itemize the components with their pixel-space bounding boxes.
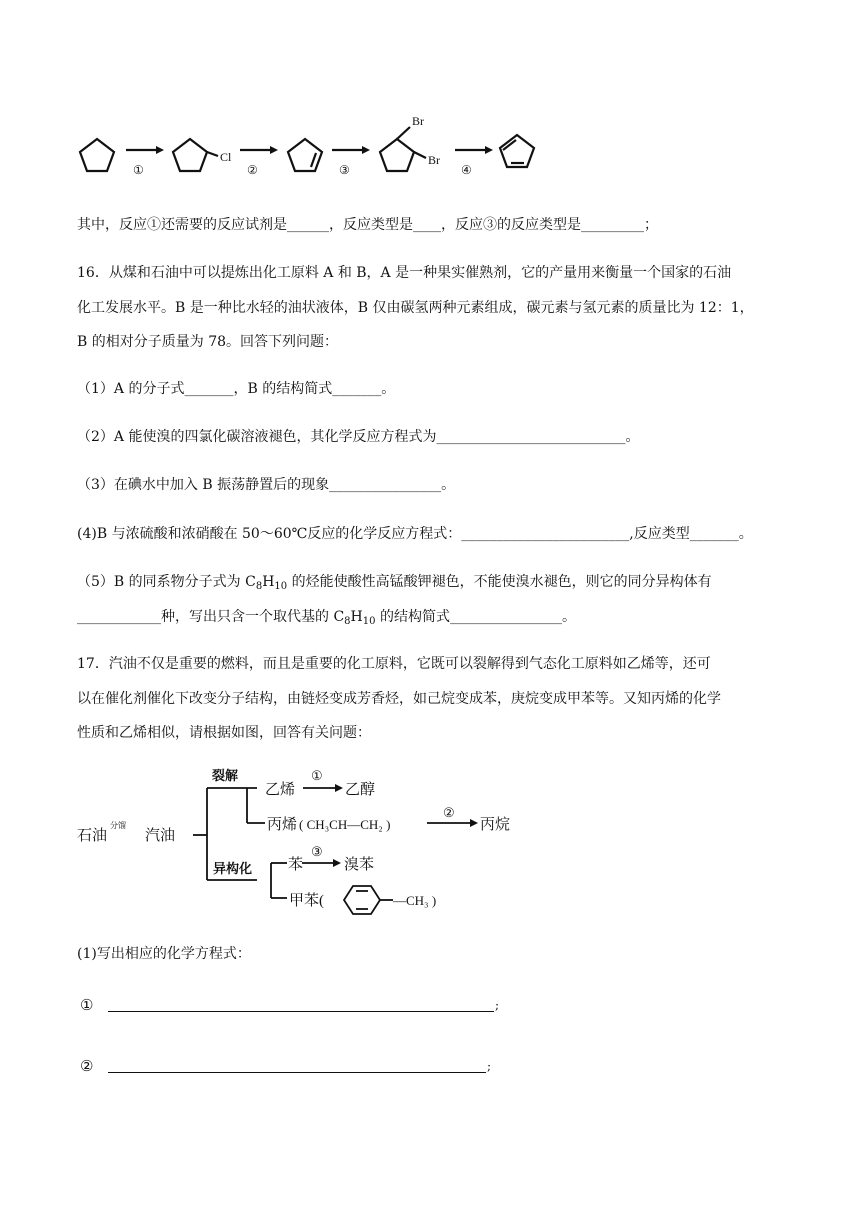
isomerization-label: 异构化 (213, 861, 253, 876)
q16-p5b-text-a: ____________种，写出只含一个取代基的 C (77, 609, 345, 625)
q15-blank-line: 其中，反应①还需要的反应试剂是______，反应类型是____，反应③的反应类型是_________； (77, 217, 658, 233)
q16-p5-sub-c: 8 (255, 581, 263, 592)
reaction-scheme (70, 108, 560, 180)
q16-part5-line2 (77, 608, 576, 626)
q16-p5b-text-h: H (350, 609, 363, 625)
propane-label: 丙烷 (480, 817, 511, 833)
answer-marker-2: ② (80, 1057, 94, 1075)
propylene-label: 丙烯 (267, 817, 298, 833)
dibromocyclopentane-structure (380, 139, 414, 171)
q16-p5b-sub-c: 8 (344, 616, 351, 627)
step-label-3: ③ (339, 163, 350, 177)
q16-p5b-sub-h: 10 (362, 616, 376, 627)
q17-subquestion-1: (1)写出相应的化学方程式： (77, 946, 251, 962)
q16-intro-line3: B 的相对分子质量为 78。回答下列问题： (77, 334, 339, 350)
arrow-label-3: ③ (311, 844, 323, 859)
q16-p5-text-a: （5）B 的同系物分子式为 C (77, 574, 256, 590)
q17-intro-line3: 性质和乙烯相似，请根据如图，回答有关问题： (77, 725, 371, 741)
bromo-label-right: Br (428, 153, 440, 167)
cracking-label: 裂解 (212, 768, 239, 783)
benzene-label: 苯 (288, 857, 304, 873)
q16-part1: （1）A 的分子式_______，B 的结构简式_______。 (77, 381, 396, 397)
answer-marker-1: ① (80, 996, 94, 1014)
bromo-label-top: Br (412, 114, 424, 128)
q16-part2: （2）A 能使溴的四氯化碳溶液褪色，其化学反应方程式为___________________________。 (77, 429, 640, 445)
q16-part4: (4)B 与浓硫酸和浓硝酸在 50～60℃反应的化学反应方程式：________________________,反应类型_______。 (77, 526, 753, 542)
propylene-formula: ( CH₃CH—CH₂ ) (299, 817, 391, 832)
q16-part3: （3）在碘水中加入 B 振荡静置后的现象________________。 (77, 477, 456, 493)
toluene-label: 甲苯( (289, 893, 324, 909)
chlorocyclopentane-structure (173, 139, 207, 171)
q16-p5b-text-c: 的结构简式________________。 (375, 609, 576, 625)
q16-intro-line1: 16．从煤和石油中可以提炼出化工原料 A 和 B，A 是一种果实催熟剂，它的产量用来衡量一个国家的石油 (77, 265, 732, 281)
q16-part5-line1 (77, 573, 712, 591)
cyclopentane-structure (80, 139, 114, 171)
chloro-label: Cl (220, 150, 232, 164)
q16-p5-sub-h: 10 (274, 581, 288, 592)
semicolon-2: ; (487, 1059, 492, 1073)
step-label-4: ④ (461, 163, 472, 177)
arrow-label-2: ② (443, 805, 455, 820)
step-label-1: ① (133, 163, 144, 177)
semicolon-1: ; (495, 998, 500, 1012)
petroleum-flow-diagram (75, 760, 525, 920)
bromobenzene-label: 溴苯 (344, 857, 375, 873)
step-label-2: ② (247, 163, 258, 177)
ethanol-label: 乙醇 (345, 782, 376, 798)
toluene-methyl-label: —CH₃ ) (393, 893, 437, 908)
q16-p5-text-h: H (262, 574, 275, 590)
answer-blank-1[interactable] (108, 1011, 494, 1012)
ethylene-label: 乙烯 (265, 782, 296, 798)
answer-blank-2[interactable] (108, 1072, 486, 1073)
gasoline-label: 汽油 (145, 828, 176, 844)
fractional-distillation-label: 分馏 (110, 821, 126, 830)
q16-p5-text-c: 的烃能使酸性高锰酸钾褪色，不能使溴水褪色，则它的同分异构体有 (287, 574, 712, 590)
arrow-label-1: ① (311, 768, 323, 783)
source-petroleum: 石油 (77, 828, 108, 844)
q17-intro-line1: 17．汽油不仅是重要的燃料，而且是重要的化工原料，它既可以裂解得到气态化工原料如乙烯等，还可 (77, 656, 711, 672)
q17-intro-line2: 以在催化剂催化下改变分子结构，由链烃变成芳香烃，如己烷变成苯，庚烷变成甲苯等。又知丙烯的化学 (77, 691, 721, 707)
q16-intro-line2: 化工发展水平。B 是一种比水轻的油状液体，B 仅由碳氢两种元素组成，碳元素与氢元素的质量比为 12：1， (77, 300, 754, 316)
cyclopentene-structure (288, 139, 322, 171)
